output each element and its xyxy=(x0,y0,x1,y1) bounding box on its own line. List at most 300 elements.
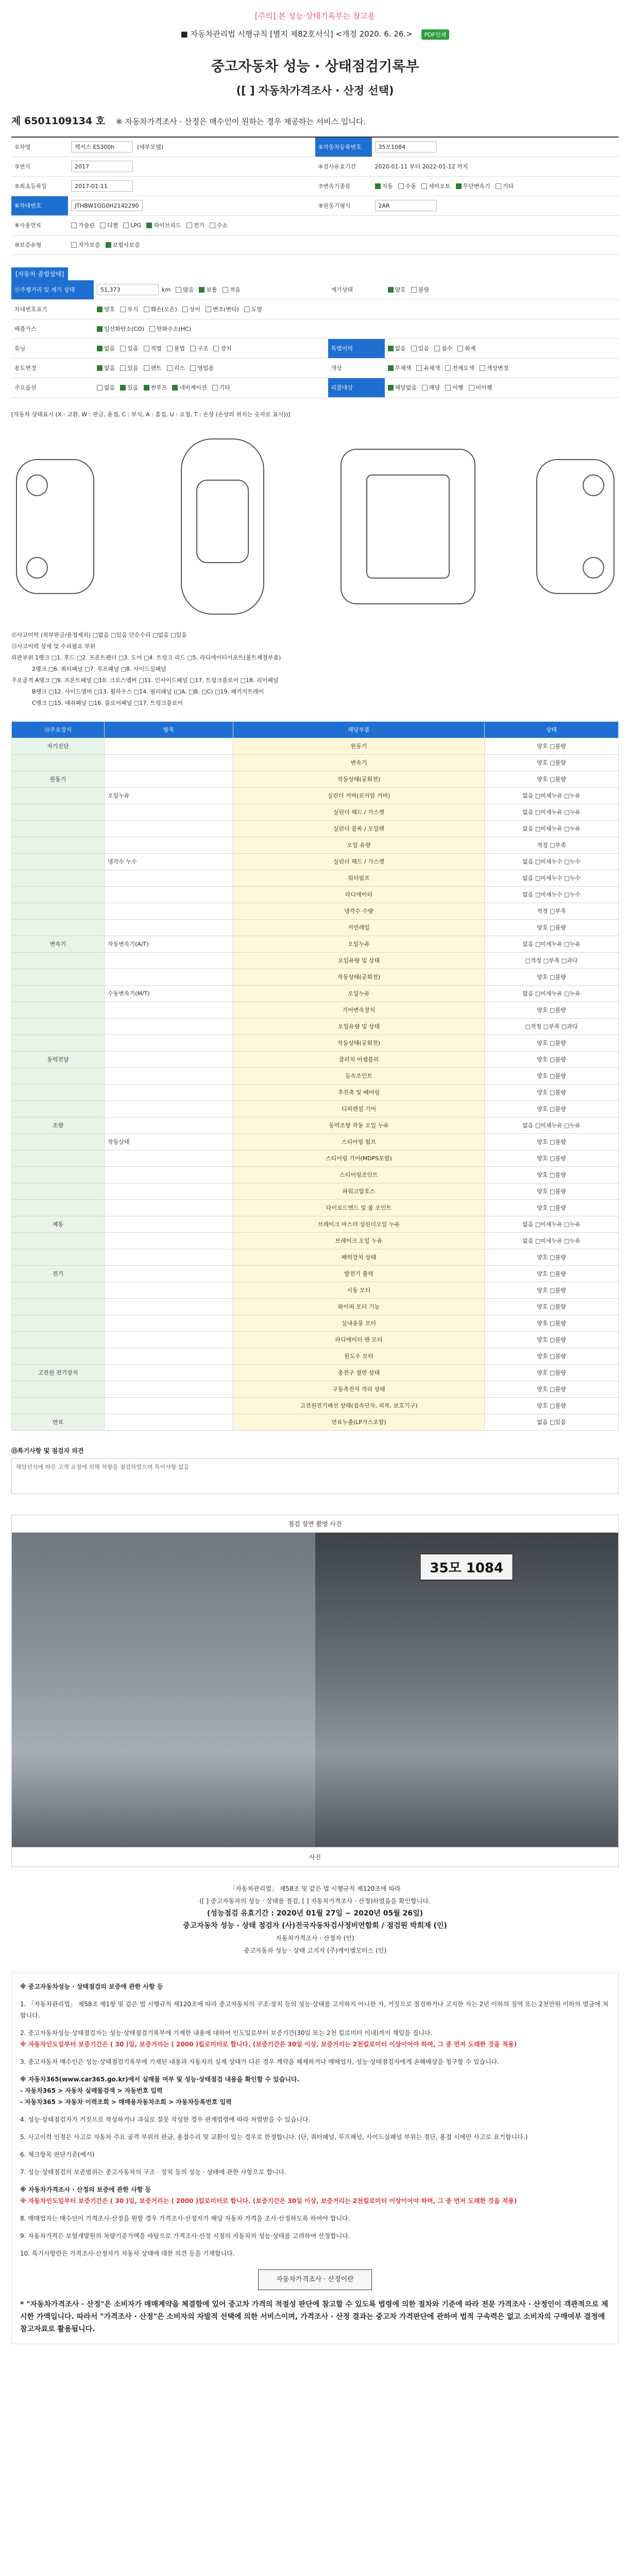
basic-row-1 xyxy=(11,138,619,157)
table-row xyxy=(12,919,619,936)
device-state: 양호 □불량 xyxy=(485,1035,619,1051)
checkbox-icon xyxy=(120,365,126,371)
table-row xyxy=(12,1084,619,1100)
device-state: 양호 □불량 xyxy=(485,1249,619,1265)
table-row xyxy=(12,1150,619,1166)
device-category xyxy=(12,1100,105,1117)
checkbox-icon xyxy=(149,326,155,332)
device-state: 양호 □불량 xyxy=(485,738,619,754)
tuning-options: 없음 있음 적법 불법 구조 장치 xyxy=(94,339,328,358)
device-part: 실린더 블록 / 오일팬 xyxy=(233,820,485,837)
document-subtitle: ([ ] 자동차가격조사 · 산정 선택) xyxy=(236,84,394,97)
device-subitem xyxy=(105,1002,233,1018)
device-part: 충전구 절연 상태 xyxy=(233,1364,485,1381)
device-category xyxy=(12,1331,105,1348)
device-subitem: 오일누유 xyxy=(105,787,233,804)
device-part: 타이로드엔드 및 볼 조인트 xyxy=(233,1199,485,1216)
inspection-photo-2 xyxy=(315,1533,619,1847)
table-row xyxy=(12,1100,619,1117)
device-subitem xyxy=(105,754,233,771)
device-part: 냉각수 수량 xyxy=(233,903,485,919)
device-subitem xyxy=(105,1117,233,1133)
wheel-icon xyxy=(27,557,47,578)
checkbox-icon xyxy=(182,307,188,312)
device-category xyxy=(12,985,105,1002)
table-row xyxy=(12,837,619,853)
device-state: 양호 □불량 xyxy=(485,1315,619,1331)
device-state: □적정 □부족 □과다 xyxy=(485,1018,619,1035)
checkbox-icon xyxy=(144,307,149,312)
device-part: 등속조인트 xyxy=(233,1067,485,1084)
odometer-unit: km xyxy=(162,286,171,293)
wheel-icon xyxy=(583,557,604,578)
engine-field: 2AR xyxy=(375,200,437,211)
checkbox-icon xyxy=(120,307,126,312)
device-category xyxy=(12,1133,105,1150)
special-label: 특별이력 xyxy=(328,339,385,358)
device-state: 적정 □부족 xyxy=(485,903,619,919)
device-part: 실린더 헤드 / 가스켓 xyxy=(233,853,485,870)
table-row xyxy=(12,1051,619,1067)
device-subitem: 작동상태 xyxy=(105,1133,233,1150)
document-title: 중고자동차 성능 · 상태점검기록부 xyxy=(211,58,419,75)
terms-head-2: ※ 자동차가격조사 · 산정의 보증에 관한 사항 등 xyxy=(20,2185,151,2193)
device-category: 동력전달 xyxy=(12,1051,105,1067)
overall-status-head: [자동차 종합상태] xyxy=(11,267,68,280)
device-category xyxy=(12,1232,105,1249)
device-subitem xyxy=(105,1331,233,1348)
recall-label: 리콜대상 xyxy=(328,378,385,397)
table-row xyxy=(12,985,619,1002)
device-category: 제동 xyxy=(12,1216,105,1232)
device-state: 없음 □미세누유 □누유 xyxy=(485,985,619,1002)
device-subitem xyxy=(105,969,233,985)
device-category xyxy=(12,870,105,886)
device-state: 적정 □부족 xyxy=(485,837,619,853)
checkbox-icon xyxy=(416,365,422,371)
device-subitem xyxy=(105,1298,233,1315)
special-note-section xyxy=(11,1446,619,1494)
device-state: 없음 □있음 xyxy=(485,1414,619,1430)
device-part: 와이퍼 모터 기능 xyxy=(233,1298,485,1315)
record-number: 제 6501109134 호 xyxy=(11,115,106,127)
status-row-options xyxy=(11,378,619,398)
car-name-value xyxy=(68,138,315,157)
insp-validity-label: ④검사유효기간 xyxy=(318,163,356,170)
device-state: 양호 □불량 xyxy=(485,1100,619,1117)
table-row xyxy=(12,1282,619,1298)
table-row xyxy=(12,1035,619,1051)
device-part: 스티어링 기어(MDPS포함) xyxy=(233,1150,485,1166)
checkbox-checked-icon xyxy=(388,287,394,293)
basic-row-5 xyxy=(11,216,619,235)
device-category xyxy=(12,1002,105,1018)
device-category: 원동기 xyxy=(12,771,105,787)
basic-row-4 xyxy=(11,196,619,216)
color-options: 무채색 유채색 전체도색 색상변경 xyxy=(385,359,619,378)
checkbox-checked-icon xyxy=(97,307,103,312)
device-subitem xyxy=(105,1414,233,1430)
fuel-options xyxy=(68,216,619,235)
table-row xyxy=(12,820,619,837)
basic-row-3 xyxy=(11,177,619,196)
record-note: ※ 자동차가격조사 · 산정은 매수인이 원하는 경우 제공하는 서비스 입니다. xyxy=(115,116,366,126)
device-category xyxy=(12,1199,105,1216)
table-row xyxy=(12,1331,619,1348)
device-subitem xyxy=(105,1216,233,1232)
device-state: 없음 □미세누수 □누수 xyxy=(485,886,619,903)
checkbox-icon xyxy=(190,365,196,371)
car-frame-outline xyxy=(341,449,475,604)
device-part: 작동상태(공회전) xyxy=(233,771,485,787)
checkbox-icon xyxy=(398,183,404,189)
checkbox-checked-icon xyxy=(97,365,103,371)
device-subitem: 자동변속기(A/T) xyxy=(105,936,233,952)
device-category xyxy=(12,787,105,804)
device-state: 양호 □불량 xyxy=(485,919,619,936)
tuning-label: 튜닝 xyxy=(14,345,26,352)
photo-row xyxy=(12,1533,618,1847)
device-subitem xyxy=(105,1084,233,1100)
trans-opt-cvt: 무단변속기 xyxy=(456,182,490,190)
table-row xyxy=(12,1199,619,1216)
checkbox-icon xyxy=(144,346,149,351)
record-number-line xyxy=(11,113,619,127)
device-subitem xyxy=(105,1166,233,1183)
device-state: 없음 □미세누유 □누유 xyxy=(485,1232,619,1249)
device-state: 없음 □미세누유 □누유 xyxy=(485,936,619,952)
status-row-emission xyxy=(11,319,619,339)
vin-value xyxy=(68,196,315,215)
device-state: 양호 □불량 xyxy=(485,1199,619,1216)
fuel-opt-electric: 전기 xyxy=(186,221,205,229)
insp-validity-value: 2020-01-11 부터 2022-01-12 까지 xyxy=(374,163,468,170)
checkbox-icon xyxy=(71,242,77,248)
table-row xyxy=(12,1249,619,1265)
device-category: 고전원 전기장치 xyxy=(12,1364,105,1381)
checkbox-icon xyxy=(422,385,428,391)
car-outline-diagram xyxy=(11,429,619,624)
device-category xyxy=(12,1035,105,1051)
device-part: 연료누출(LP가스포함) xyxy=(233,1414,485,1430)
device-state: 양호 □불량 xyxy=(485,1183,619,1199)
detail-table-header: ⑭주요장치 항목 해당부품 상태 xyxy=(12,721,619,738)
status-row-usage xyxy=(11,359,619,378)
device-part: 동력조향 작동 오일 누유 xyxy=(233,1117,485,1133)
year-label: ③연식 xyxy=(14,163,31,170)
device-subitem xyxy=(105,1150,233,1166)
table-row xyxy=(12,903,619,919)
checkbox-icon xyxy=(469,385,474,391)
pdf-print-button[interactable]: PDF인쇄 xyxy=(421,29,450,40)
device-category: 자기진단 xyxy=(12,738,105,754)
checkbox-checked-icon xyxy=(106,242,111,248)
device-category xyxy=(12,1150,105,1166)
device-state: 양호 □불량 xyxy=(485,1331,619,1348)
device-part: 브레이크 오일 누유 xyxy=(233,1232,485,1249)
device-category xyxy=(12,1183,105,1199)
table-row xyxy=(12,1298,619,1315)
device-part: 워터펌프 xyxy=(233,870,485,886)
device-part: 구동축전지 격리 상태 xyxy=(233,1381,485,1397)
device-state: 양호 □불량 xyxy=(485,1067,619,1084)
device-category xyxy=(12,820,105,837)
device-subitem xyxy=(105,804,233,820)
device-subitem xyxy=(105,1282,233,1298)
device-category xyxy=(12,1397,105,1414)
device-part: 클러치 어셈블리 xyxy=(233,1051,485,1067)
checkbox-icon xyxy=(445,365,451,371)
law-reference xyxy=(11,28,619,40)
table-row xyxy=(12,1117,619,1133)
table-row xyxy=(12,1018,619,1035)
checkbox-checked-icon xyxy=(172,385,178,391)
checkbox-icon xyxy=(434,346,440,351)
device-part: 오일누유 xyxy=(233,985,485,1002)
warranty-period-red-1: ※ 자동차인도일부터 보증기간은 ( 30 )일, 보증거리는 ( 2000 )킬로미터로 합니다. (보증기간은 30일 이상, 보증거리는 2천킬로미터 이상이어야 하며, 그 중 먼저 도래한 것을 적용) xyxy=(20,2040,517,2048)
trans-opt-manual: 수동 xyxy=(398,182,416,190)
checkbox-icon xyxy=(212,385,218,391)
checkbox-icon xyxy=(223,287,228,293)
checkbox-icon xyxy=(496,183,501,189)
device-subitem xyxy=(105,837,233,853)
gauge-options: 양호 불량 xyxy=(385,280,619,299)
warranty-opt-insurance: 보험사보증 xyxy=(106,241,140,249)
emission-options: 일산화탄소(CO) 탄화수소(HC) xyxy=(94,319,619,338)
device-state: 양호 □불량 xyxy=(485,1298,619,1315)
device-part: 스티어링 펌프 xyxy=(233,1133,485,1150)
car-name-field: 렉서스 ES300h xyxy=(71,141,133,152)
usage-options: 없음 있음 렌트 리스 영업용 xyxy=(94,359,328,378)
checkbox-icon xyxy=(210,223,215,228)
odometer-value xyxy=(94,280,328,299)
odo-opt-many: 많음 xyxy=(176,285,194,294)
color-label: 색상 xyxy=(331,365,342,371)
device-subitem xyxy=(105,1381,233,1397)
car-roof-outline xyxy=(197,480,248,563)
device-part: 실린더 커버(로커암 커버) xyxy=(233,787,485,804)
car-name-label: ①차명 xyxy=(14,144,31,150)
table-row xyxy=(12,1183,619,1199)
checkbox-icon xyxy=(97,385,103,391)
checkbox-icon xyxy=(480,365,485,371)
car-floor-outline xyxy=(367,475,449,578)
diagram-head: [자동차 상태표시 (X : 교환, W : 판금, 용접, C : 부식, A : 흠집, U : 요철, T : 손상 (손상의 위치는 숫자로 표시))] xyxy=(11,411,291,418)
device-part: 디퍼렌셜 기어 xyxy=(233,1100,485,1117)
checkbox-icon xyxy=(176,287,181,293)
table-row xyxy=(12,787,619,804)
device-subitem xyxy=(105,1051,233,1067)
device-category xyxy=(12,1348,105,1364)
reg-number-field: 35모1084 xyxy=(375,141,437,152)
device-part: 원동기 xyxy=(233,738,485,754)
device-category xyxy=(12,1166,105,1183)
device-subitem xyxy=(105,952,233,969)
device-state: 없음 □미세누유 □누유 xyxy=(485,1216,619,1232)
checkbox-checked-icon xyxy=(388,385,394,391)
checkbox-checked-icon xyxy=(146,223,152,228)
vin-field: JTHBW1GG0H2142290 xyxy=(71,200,143,211)
warranty-opt-self: 자가보증 xyxy=(71,241,100,249)
device-state: □적정 □부족 □과다 xyxy=(485,952,619,969)
price-survey-info-button[interactable]: 자동차가격조사 · 산정이란 xyxy=(258,2269,372,2290)
checkbox-checked-icon xyxy=(388,346,394,351)
odo-opt-normal: 보통 xyxy=(199,285,217,294)
device-part: 파워고압호스 xyxy=(233,1183,485,1199)
checkbox-icon xyxy=(71,223,77,228)
device-part: 커먼레일 xyxy=(233,919,485,936)
checkbox-checked-icon xyxy=(199,287,205,293)
device-category xyxy=(12,969,105,985)
transmission-label: ⑦변속기종류 xyxy=(318,183,351,190)
device-state: 양호 □불량 xyxy=(485,1265,619,1282)
device-state: 양호 □불량 xyxy=(485,771,619,787)
device-state: 양호 □불량 xyxy=(485,1002,619,1018)
car-diagram xyxy=(11,429,619,624)
device-part: 라디에이터 xyxy=(233,886,485,903)
checkbox-icon xyxy=(411,346,417,351)
fuel-label: ⑧사용연료 xyxy=(14,222,42,229)
checkbox-icon xyxy=(100,223,106,228)
device-part: 변속기 xyxy=(233,754,485,771)
device-part: 오일 유량 xyxy=(233,837,485,853)
device-subitem xyxy=(105,1364,233,1381)
reg-number-label: ②자동차등록번호 xyxy=(315,138,372,157)
license-plate: 35모 1084 xyxy=(419,1553,514,1581)
table-row xyxy=(12,754,619,771)
table-row xyxy=(12,936,619,952)
table-row xyxy=(12,1348,619,1364)
status-row-tuning xyxy=(11,339,619,359)
status-row-vin xyxy=(11,300,619,319)
device-part: 작동상태(공회전) xyxy=(233,1035,485,1051)
device-category xyxy=(12,919,105,936)
device-state: 양호 □불량 xyxy=(485,969,619,985)
device-part: 작동상태(공회전) xyxy=(233,969,485,985)
checkbox-checked-icon xyxy=(456,183,462,189)
device-state: 양호 □불량 xyxy=(485,1282,619,1298)
fuel-opt-hydrogen: 수소 xyxy=(210,221,228,229)
device-state: 양호 □불량 xyxy=(485,1166,619,1183)
checkbox-icon xyxy=(411,287,417,293)
device-subitem xyxy=(105,820,233,837)
device-category: 전기 xyxy=(12,1265,105,1282)
wheel-icon xyxy=(27,475,47,496)
device-category xyxy=(12,1298,105,1315)
device-state: 양호 □불량 xyxy=(485,1084,619,1100)
device-category: 조향 xyxy=(12,1117,105,1133)
checkbox-icon xyxy=(123,223,129,228)
odometer-label: ⑪주행거리 및 계기 상태 xyxy=(11,280,94,299)
car-top-outline xyxy=(181,439,264,614)
accident-legend: ⑫사고이력 (외부판금/용접제외) □없음 □있음 단순수리 □없음 □있음 ⑬사고이력 상세 및 수리필요 부위 외판부위 1랭크 □1. 후드 □2. 프론트펜더 □3. 도어 □4. 트렁크 리드 □5. 라디에이터서포트(볼트체결부품) 2랭크 □6. 쿼터패널 □7. 루프패널 □8. 사이드실패널 주요골격 A랭크 □9. 프론트패널 □10. 크로스멤버 □11. 인사이드패널 □17. 트렁크플로어 □18. 리어패널 B랭크 □12. 사이드멤버 □13. 휠하우스 □14. 필러패널 (□A, □B, □C) □19. 패키지트레이 C랭크 □15. 대쉬패널 □16. 플로어패널 □17. 트렁크플로어 xyxy=(11,631,281,706)
device-part: 실내송풍 모터 xyxy=(233,1315,485,1331)
checkbox-icon xyxy=(167,365,173,371)
device-subitem: 냉각수 누수 xyxy=(105,853,233,870)
device-part: 오일누유 xyxy=(233,936,485,952)
first-reg-value xyxy=(68,177,315,196)
fuel-opt-gasoline: 가솔린 xyxy=(71,221,95,229)
trans-opt-etc: 기타 xyxy=(496,182,514,190)
device-subitem xyxy=(105,771,233,787)
device-subitem xyxy=(105,1183,233,1199)
device-state: 양호 □불량 xyxy=(485,1364,619,1381)
inspection-photo-1 xyxy=(12,1533,315,1847)
first-reg-field: 2017-01-11 xyxy=(71,180,133,192)
table-row xyxy=(12,1381,619,1397)
usage-label: 용도변경 xyxy=(14,365,37,371)
device-state: 없음 □미세누유 □누유 xyxy=(485,1117,619,1133)
checkbox-checked-icon xyxy=(120,385,126,391)
odo-opt-few: 적음 xyxy=(223,285,241,294)
device-state: 양호 □불량 xyxy=(485,1150,619,1166)
device-state: 양호 □불량 xyxy=(485,1348,619,1364)
checkbox-icon xyxy=(186,223,192,228)
table-row xyxy=(12,886,619,903)
basic-row-6 xyxy=(11,235,619,255)
special-note-head: ⑮특기사항 및 점검자 의견 xyxy=(11,1447,84,1454)
device-category xyxy=(12,853,105,870)
device-subitem xyxy=(105,870,233,886)
device-state: 양호 □불량 xyxy=(485,1133,619,1150)
device-subitem xyxy=(105,903,233,919)
table-row xyxy=(12,1265,619,1282)
device-subitem xyxy=(105,1100,233,1117)
fuel-opt-lpg: LPG xyxy=(123,222,141,229)
device-category xyxy=(12,837,105,853)
device-state: 양호 □불량 xyxy=(485,1381,619,1397)
checkbox-checked-icon xyxy=(97,346,103,351)
device-part: 오일유량 및 상태 xyxy=(233,952,485,969)
device-category xyxy=(12,1282,105,1298)
vin-state-options: 양호 부식 훼손(오손) 상이 변조(변타) 도말 xyxy=(94,300,619,319)
device-state: 없음 □미세누수 □누수 xyxy=(485,853,619,870)
checkbox-icon xyxy=(206,307,211,312)
device-state: 없음 □미세누유 □누유 xyxy=(485,820,619,837)
table-row xyxy=(12,738,619,754)
checkbox-icon xyxy=(120,346,126,351)
wheel-icon xyxy=(583,475,604,496)
device-state: 양호 □불량 xyxy=(485,1051,619,1067)
transmission-options xyxy=(372,177,619,196)
photo-caption: 사진 xyxy=(12,1847,618,1867)
table-row xyxy=(12,1133,619,1150)
table-row xyxy=(12,1315,619,1331)
checkbox-checked-icon xyxy=(388,365,394,371)
fuel-opt-diesel: 디젤 xyxy=(100,221,118,229)
device-part: 고전원전기배선 상태(접속단자, 피복, 보호기구) xyxy=(233,1397,485,1414)
device-category xyxy=(12,754,105,771)
vin-state-label: 차대번호표기 xyxy=(14,306,47,313)
checkbox-icon xyxy=(445,385,451,391)
overall-status-section xyxy=(11,267,619,398)
table-row xyxy=(12,1002,619,1018)
device-part: 윈도우 모터 xyxy=(233,1348,485,1364)
engine-label: ⑨원동기형식 xyxy=(318,202,351,209)
device-subitem xyxy=(105,1018,233,1035)
device-part: 추진축 및 베어링 xyxy=(233,1084,485,1100)
recall-options: 해당없음 해당 이행 미이행 xyxy=(385,378,619,397)
device-category xyxy=(12,1315,105,1331)
table-row xyxy=(12,1166,619,1183)
device-subitem xyxy=(105,1397,233,1414)
checkbox-icon xyxy=(190,346,196,351)
terms-head-1: ※ 중고자동차성능 · 상태점검의 보증에 관한 사항 등 xyxy=(20,1982,163,1990)
option-label: 주요옵션 xyxy=(14,384,37,391)
table-row xyxy=(12,969,619,985)
device-part: 기어변속장치 xyxy=(233,1002,485,1018)
device-subitem xyxy=(105,919,233,936)
